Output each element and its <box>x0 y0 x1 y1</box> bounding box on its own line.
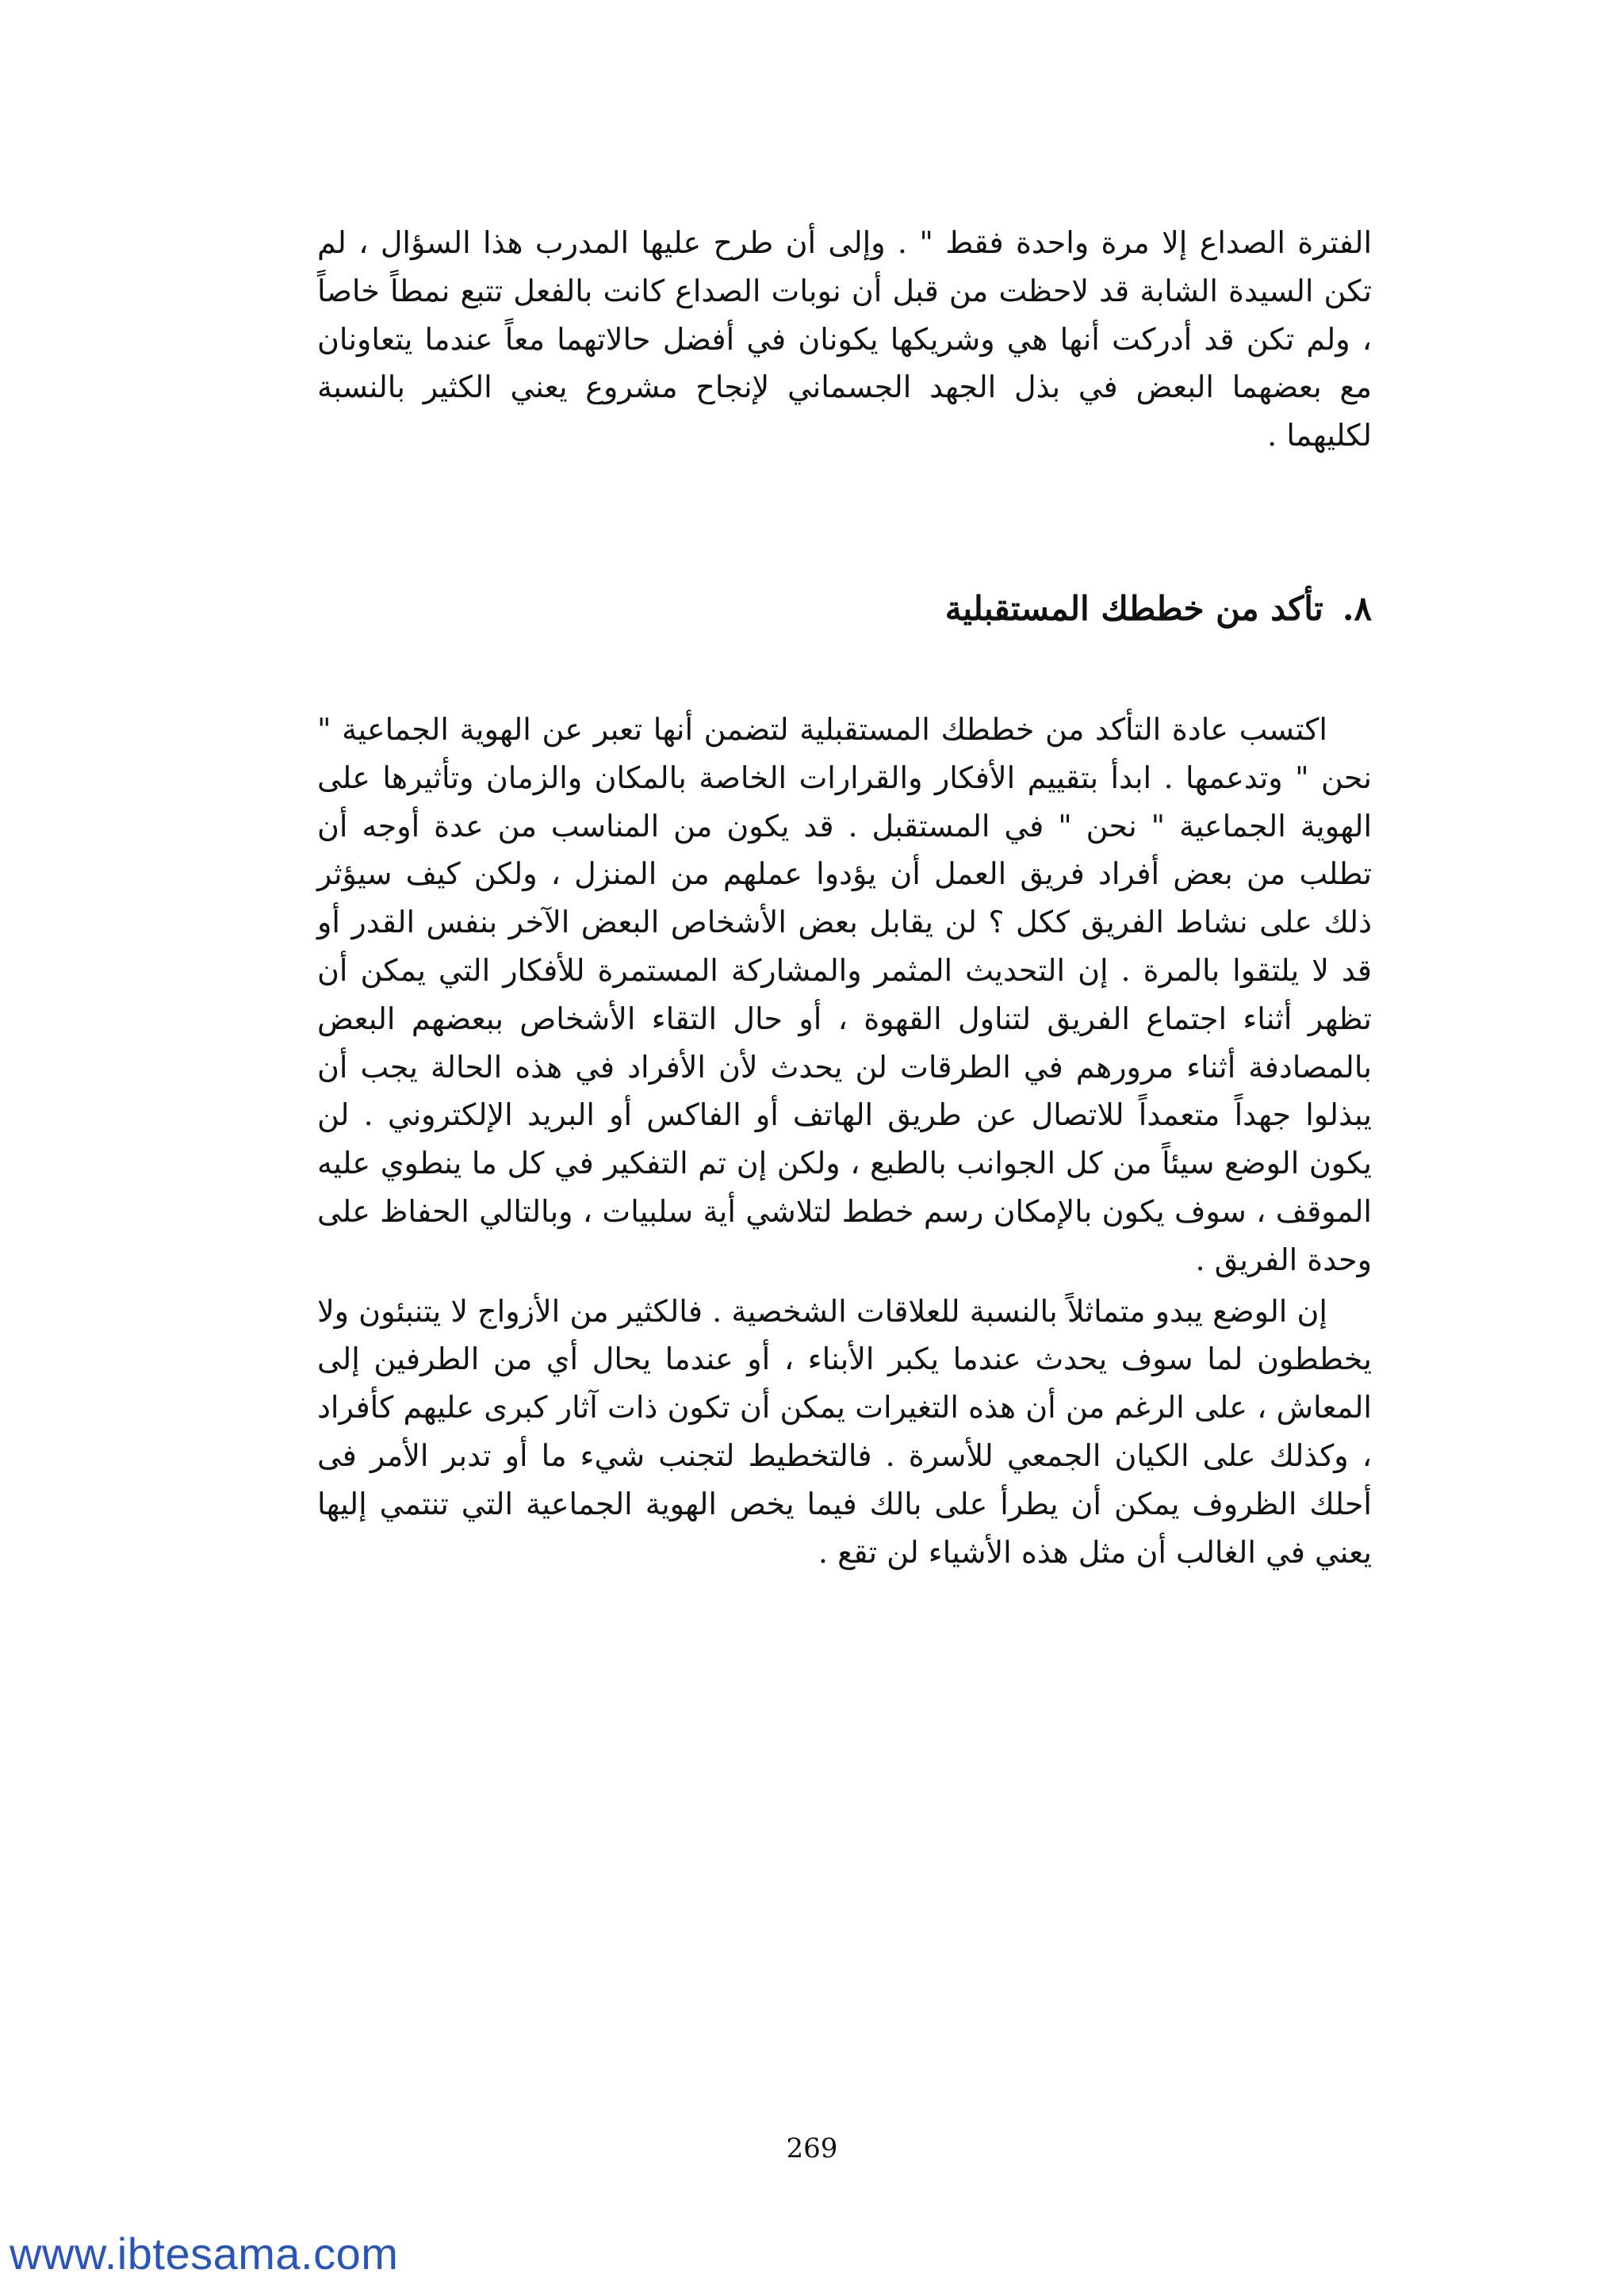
body-paragraph-2: إن الوضع يبدو متماثلاً بالنسبة للعلاقات الشخصية . فالكثير من الأزواج لا يتنبئون ولا يخططون لما سوف يحدث عندما يكبر الأبناء ، أو عندما يحال أي من الطرفين إلى المعاش ، على الرغم من أن هذه التغيرات يمكن أن تكون ذات آثار كبرى عليهم كأفراد ، وكذلك على الكيان الجمعي للأسرة . فالتخطيط لتجنب شيء ما أو تدبر الأمر فى أحلك الظروف يمكن أن يطرأ على بالك فيما يخص الهوية الجماعية التي تنتمي إليها يعني في الغالب أن مثل هذه الأشياء لن تقع . <box>317 1293 1372 1570</box>
intro-paragraph: الفترة الصداع إلا مرة واحدة فقط " . وإلى أن طرح عليها المدرب هذا السؤال ، لم تكن السيدة الشابة قد لاحظت من قبل أن نوبات الصداع كانت بالفعل تتبع نمطاً خاصاً ، ولم تكن قد أدركت أنها هي وشريكها يكونان في أفضل حالاتهما معاً عندما يتعاونان مع بعضهما البعض في بذل الجهد الجسماني لإنجاح مشروع يعني الكثير بالنسبة لكليهما . <box>317 225 1372 453</box>
section-title: تأكد من خططك المستقبلية <box>944 589 1323 628</box>
section-body <box>317 706 1372 1576</box>
body-paragraph-1: اكتسب عادة التأكد من خططك المستقبلية لتضمن أنها تعبر عن الهوية الجماعية " نحن " وتدعمها . ابدأ بتقييم الأفكار والقرارات الخاصة بالمكان والزمان وتأثيرها على الهوية الجماعية " نحن " في المستقبل . قد يكون من المناسب من عدة أوجه أن تطلب من بعض أفراد فريق العمل أن يؤدوا عملهم من المنزل ، ولكن كيف سيؤثر ذلك على نشاط الفريق ككل ؟ لن يقابل بعض الأشخاص البعض الآخر بنفس القدر أو قد لا يلتقوا بالمرة . إن التحديث المثمر والمشاركة المستمرة للأفكار التي يمكن أن تظهر أثناء اجتماع الفريق لتناول القهوة ، أو حال التقاء الأشخاص ببعضهم البعض بالمصادفة أثناء مرورهم في الطرقات لن يحدث لأن الأفراد في هذه الحالة يجب أن يبذلوا جهداً متعمداً للاتصال عن طريق الهاتف أو الفاكس أو البريد الإلكتروني . لن يكون الوضع سيئاً من كل الجوانب بالطبع ، ولكن إن تم التفكير في كل ما ينطوي عليه الموقف ، سوف يكون بالإمكان رسم خطط لتلاشي أية سلبيات ، وبالتالي الحفاظ على وحدة الفريق . <box>317 712 1372 1277</box>
intro-text-block <box>317 219 1372 460</box>
page-number: 269 <box>786 2133 838 2164</box>
watermark-url: www.ibtesama.com <box>10 2229 399 2279</box>
section-number: ٨. <box>1342 589 1372 628</box>
section-heading <box>317 584 1372 634</box>
